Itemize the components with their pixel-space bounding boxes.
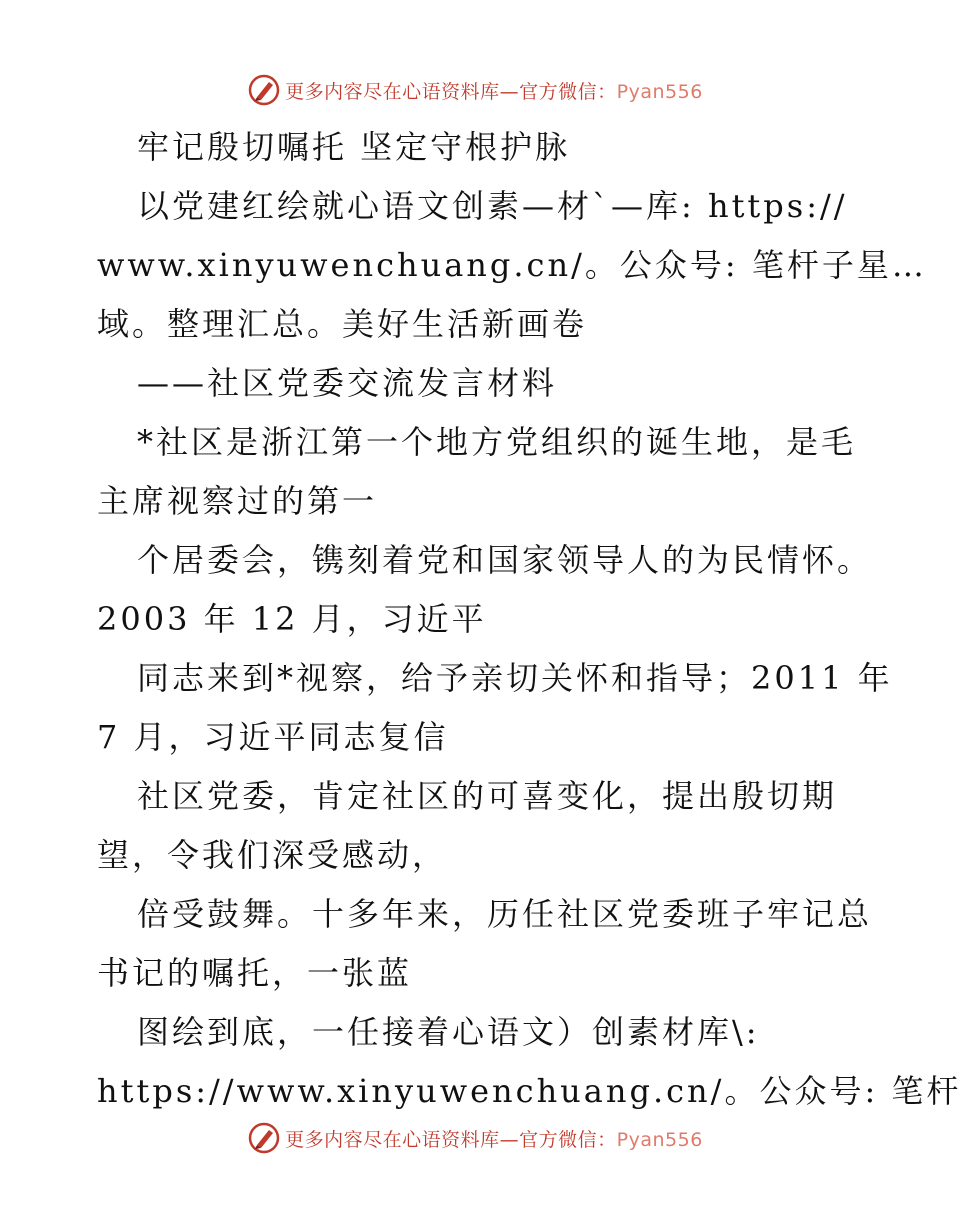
footer-watermark xyxy=(0,1118,950,1158)
text-line: ——社区党委交流发言材料 xyxy=(137,364,558,402)
pen-logo-icon xyxy=(247,73,281,107)
document-body xyxy=(97,118,961,1121)
text-line: www.xinyuwenchuang.cn/。公众号: 笔杆子星… xyxy=(97,246,927,284)
text-line: *社区是浙江第一个地方党组织的诞生地，是毛 xyxy=(137,423,857,461)
watermark-text: 更多内容尽在心语资料库—官方微信：Pyan556 xyxy=(285,1128,703,1151)
text-line: 望，令我们深受感动， xyxy=(97,836,448,874)
header-watermark xyxy=(0,70,950,110)
text-line: 牢记殷切嘱托 坚定守根护脉 xyxy=(137,128,571,166)
text-line: https://www.xinyuwenchuang.cn/。公众号: 笔杆 xyxy=(97,1072,961,1110)
text-line: 同志来到*视察，给予亲切关怀和指导；2011 年 xyxy=(137,659,893,697)
text-line: 倍受鼓舞。十多年来，历任社区党委班子牢记总 xyxy=(137,895,873,933)
text-line: 7 月，习近平同志复信 xyxy=(97,718,449,756)
text-line: 域。整理汇总。美好生活新画卷 xyxy=(97,305,588,343)
text-line: 书记的嘱托，一张蓝 xyxy=(97,954,413,992)
watermark-text: 更多内容尽在心语资料库—官方微信：Pyan556 xyxy=(285,80,703,103)
text-line: 以党建红绘就心语文创素—材`—库: https:// xyxy=(137,187,848,225)
text-line: 2003 年 12 月，习近平 xyxy=(97,600,487,638)
text-line: 个居委会，镌刻着党和国家领导人的为民情怀。 xyxy=(137,541,873,579)
text-line: 主席视察过的第一 xyxy=(97,482,378,520)
text-line: 社区党委，肯定社区的可喜变化，提出殷切期 xyxy=(137,777,838,815)
text-line: 图绘到底，一任接着心语文）创素材库\: xyxy=(137,1013,760,1051)
pen-logo-icon xyxy=(247,1121,281,1155)
